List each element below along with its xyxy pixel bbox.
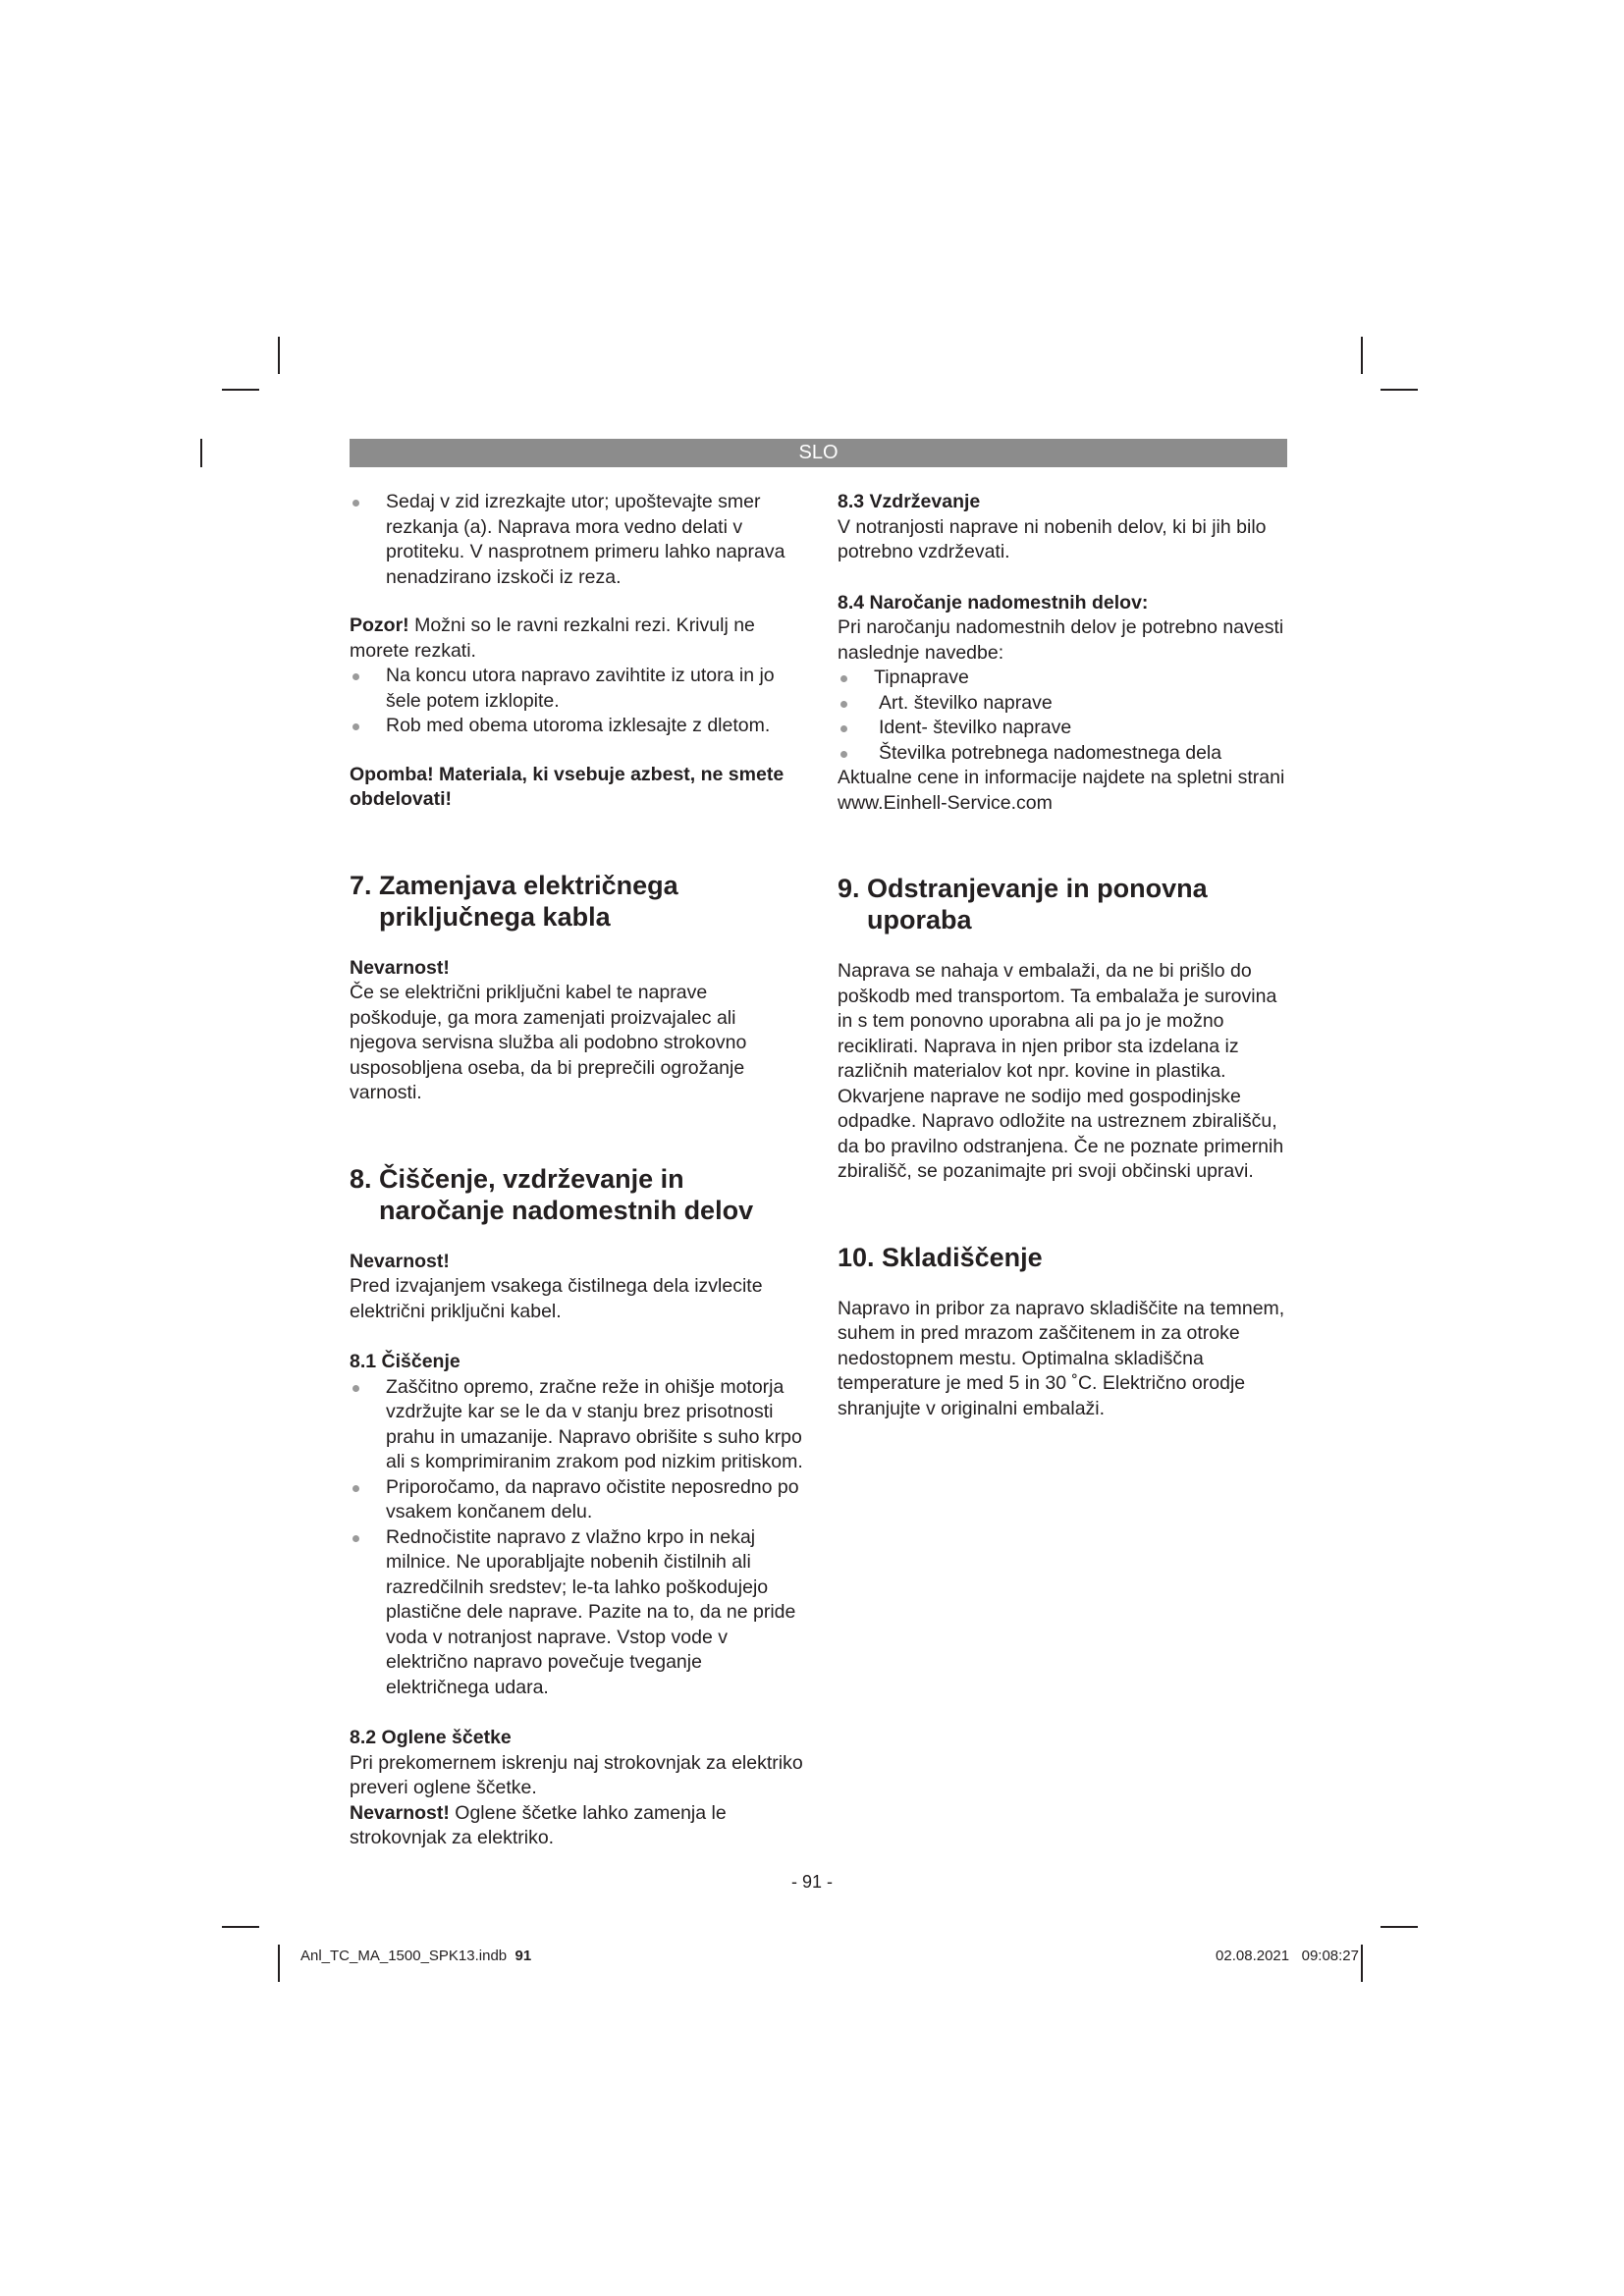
bullet-icon xyxy=(840,725,847,732)
crop-mark xyxy=(222,1926,259,1928)
section-7-text: Če se električni priključni kabel te naprave poškoduje, ga mora zamenjati proizvajalec ali njegova servisna služba ali podobno strokovno usposobljena oseba, da bi preprečili ogrožanje varnosti. xyxy=(350,982,747,1103)
bullet-icon xyxy=(352,1485,359,1492)
order-info-list xyxy=(838,666,1291,766)
section-8-2-heading: 8.2 Oglene ščetke xyxy=(350,1727,512,1748)
section-8-warning: Nevarnost! xyxy=(350,1250,450,1272)
section-7-warning: Nevarnost! xyxy=(350,956,450,979)
list-item: Ident- številko naprave xyxy=(838,716,1291,741)
bullet-icon xyxy=(352,500,359,507)
left-column xyxy=(350,490,803,1851)
bullet-icon xyxy=(352,723,359,730)
footer-filename: Anl_TC_MA_1500_SPK13.indb xyxy=(300,1948,508,1964)
crop-mark xyxy=(200,439,202,467)
list-item: Sedaj v zid izrezkajte utor; upoštevajte smer rezkanja (a). Naprava mora vedno delati v protiteku. V nasprotnem primeru lahko naprava nenadzirano izskoči iz reza. xyxy=(350,490,803,590)
bullet-icon xyxy=(840,701,847,708)
list-item: Rob med obema utoroma izklesajte z dletom. xyxy=(350,714,803,739)
footer-file xyxy=(300,1948,531,1964)
bullet-icon xyxy=(840,751,847,758)
intro-bullet-list xyxy=(350,490,803,590)
crop-mark xyxy=(1361,1945,1363,1982)
section-8-text: Pred izvajanjem vsakega čistilnega dela izvlecite električni priključni kabel. xyxy=(350,1275,763,1322)
crop-mark xyxy=(222,389,259,391)
crop-mark xyxy=(1380,1926,1418,1928)
language-header: SLO xyxy=(350,439,1287,467)
section-8-4-note: Aktualne cene in informacije najdete na spletni strani www.Einhell-Service.com xyxy=(838,767,1285,814)
list-item: Priporočamo, da napravo očistite neposredno po vsakem končanem delu. xyxy=(350,1475,803,1525)
section-9-heading: 9. Odstranjevanje in ponovna uporaba xyxy=(838,874,1208,934)
section-8-2-warning: Nevarnost! Oglene ščetke lahko zamenja le strokovnjak za elektriko. xyxy=(350,1801,727,1848)
section-10-heading: 10. Skladiščenje xyxy=(838,1242,1043,1272)
pozor-bullet-list xyxy=(350,664,803,739)
bullet-icon xyxy=(352,1385,359,1392)
bullet-icon xyxy=(352,1535,359,1542)
pozor-paragraph: Pozor! Možni so le ravni rezkalni rezi. Krivulj ne morete rezkati. xyxy=(350,614,755,662)
footer-file-page: 91 xyxy=(514,1948,532,1964)
section-10-text: Napravo in pribor za napravo skladiščite na temnem, suhem in pred mrazom zaščitenem in za otroke nedostopnem mestu. Optimalna skladiščna temperature je med 5 in 30 ˚C. Električno orodje shranjujte v originalni embalaži. xyxy=(838,1297,1285,1419)
list-item: Tipnaprave xyxy=(838,666,1291,691)
crop-mark xyxy=(278,337,280,374)
section-9-text: Naprava se nahaja v embalaži, da ne bi prišlo do poškodb med transportom. Ta embalaža je surovina in s tem ponovno uporabna ali pa jo je možno reciklirati. Naprava in njen pribor sta izdelana iz različnih materialov kot npr. kovine in plastika. Okvarjene naprave ne sodijo med gospodinjske odpadke. Napravo odložite na ustreznem zbirališču, da bo pravilno odstranjena. Če ne poznate primernih zbirališč, se pozanimajte pri svoji občinski upravi. xyxy=(838,960,1284,1182)
crop-mark xyxy=(278,1945,280,1982)
page-number: - 91 - xyxy=(790,1872,833,1892)
list-item: Na koncu utora napravo zavihtite iz utora in jo šele potem izklopite. xyxy=(350,664,803,714)
list-item: Zaščitno opremo, zračne reže in ohišje motorja vzdržujte kar se le da v stanju brez prisotnosti prahu in umazanije. Napravo obrišite s suho krpo ali s komprimiranim zrakom pod nizkim pritiskom. xyxy=(350,1375,803,1475)
section-8-2-text: Pri prekomernem iskrenju naj strokovnjak za elektriko preveri oglene ščetke. xyxy=(350,1751,803,1798)
section-8-3-text: V notranjosti naprave ni nobenih delov, ki bi jih bilo potrebno vzdrževati. xyxy=(838,515,1267,562)
bullet-icon xyxy=(352,673,359,680)
list-item: Rednočistite napravo z vlažno krpo in nekaj milnice. Ne uporabljajte nobenih čistilnih ali razredčilnih sredstev; le-ta lahko poškodujejo plastične dele naprave. Pazite na to, da ne pride voda v notranjost naprave. Vstop vode v električno napravo povečuje tveganje električnega udara. xyxy=(350,1525,803,1701)
asbestos-note: Opomba! Materiala, ki vsebuje azbest, ne smete obdelovati! xyxy=(350,763,785,810)
crop-mark xyxy=(1361,337,1363,374)
list-item: Številka potrebnega nadomestnega dela xyxy=(838,741,1291,767)
section-8-heading: 8. Čiščenje, vzdrževanje in naročanje nadomestnih delov xyxy=(350,1163,754,1225)
list-item: Art. številko naprave xyxy=(838,691,1291,717)
footer-datetime: 02.08.2021 09:08:27 xyxy=(1216,1948,1359,1964)
crop-mark xyxy=(1380,389,1418,391)
section-8-1-heading: 8.1 Čiščenje xyxy=(350,1351,460,1372)
section-8-4-heading: 8.4 Naročanje nadomestnih delov: xyxy=(838,591,1149,614)
cleaning-bullet-list xyxy=(350,1375,803,1701)
section-7-heading: 7. Zamenjava električnega priključnega kabla xyxy=(350,870,678,932)
right-column xyxy=(838,490,1291,1421)
bullet-icon xyxy=(840,675,847,682)
section-8-3-heading: 8.3 Vzdrževanje xyxy=(838,491,981,512)
section-8-4-text: Pri naročanju nadomestnih delov je potrebno navesti naslednje navedbe: xyxy=(838,616,1284,664)
